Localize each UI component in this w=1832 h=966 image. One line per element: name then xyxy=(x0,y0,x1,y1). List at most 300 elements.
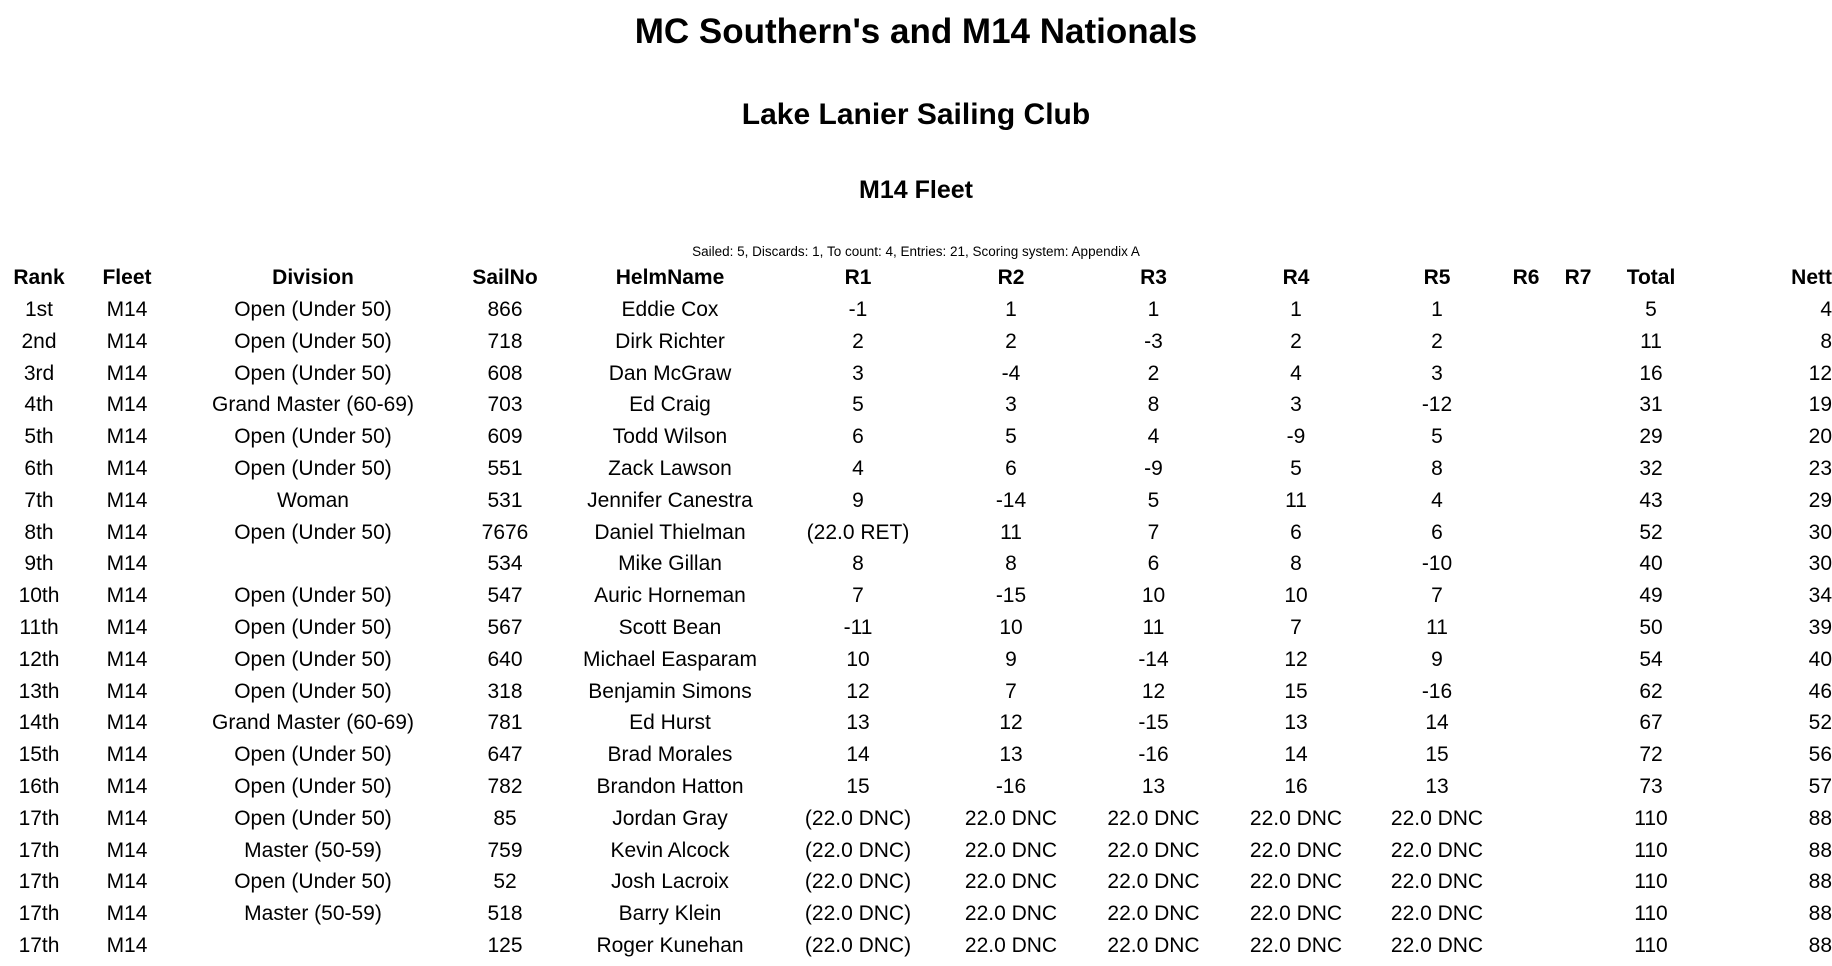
cell-r7 xyxy=(1549,771,1607,803)
event-title: MC Southern's and M14 Nationals xyxy=(634,12,1198,51)
cell-nett: 88 xyxy=(1808,870,1832,894)
cell-r6 xyxy=(1503,485,1549,517)
club-name: Lake Lanier Sailing Club xyxy=(741,98,1091,131)
cell-nett: 23 xyxy=(1808,456,1832,480)
cell-r5: 22.0 DNC xyxy=(1390,838,1484,862)
cell-fleet: M14 xyxy=(106,584,148,608)
cell-fleet: M14 xyxy=(106,520,148,544)
table-row xyxy=(0,835,1832,867)
cell-r5: 22.0 DNC xyxy=(1390,870,1484,894)
cell-division xyxy=(176,930,450,962)
table-row xyxy=(0,485,1832,517)
cell-r7 xyxy=(1549,676,1607,708)
cell-r1: 14 xyxy=(846,743,870,767)
cell-division: Open (Under 50) xyxy=(234,425,392,449)
cell-total: 31 xyxy=(1639,393,1663,417)
table-row xyxy=(0,421,1832,453)
cell-r3: -9 xyxy=(1144,456,1163,480)
cell-nett: 88 xyxy=(1808,806,1832,830)
cell-rank: 13th xyxy=(18,679,60,703)
cell-r7 xyxy=(1549,803,1607,835)
cell-r2: 12 xyxy=(999,711,1023,735)
cell-rank: 17th xyxy=(18,902,60,926)
cell-r6 xyxy=(1503,644,1549,676)
cell-r2: 2 xyxy=(1005,329,1017,353)
cell-r4: 15 xyxy=(1284,679,1308,703)
cell-r4: 5 xyxy=(1290,456,1302,480)
cell-sailno: 125 xyxy=(487,933,523,957)
cell-r2: 3 xyxy=(1005,393,1017,417)
cell-nett: 4 xyxy=(1820,298,1832,321)
cell-helm-name: Daniel Thielman xyxy=(594,520,746,544)
column-header-r5: R5 xyxy=(1423,266,1451,289)
cell-helm-name: Dan McGraw xyxy=(608,361,732,385)
cell-r6 xyxy=(1503,326,1549,358)
cell-r4: 10 xyxy=(1284,584,1308,608)
cell-division: Open (Under 50) xyxy=(234,806,392,830)
cell-r3: 10 xyxy=(1141,584,1166,608)
cell-division: Open (Under 50) xyxy=(234,298,392,321)
cell-r6 xyxy=(1503,548,1549,580)
cell-r3: 5 xyxy=(1147,488,1160,512)
cell-r1: 10 xyxy=(846,647,870,671)
cell-rank: 10th xyxy=(18,584,60,608)
column-header-r2: R2 xyxy=(997,266,1025,289)
cell-r7 xyxy=(1549,421,1607,453)
cell-r5: 22.0 DNC xyxy=(1390,902,1484,926)
cell-r5: 2 xyxy=(1431,329,1443,353)
cell-helm-name: Michael Easparam xyxy=(583,647,757,671)
cell-r4: 7 xyxy=(1290,615,1302,639)
cell-rank: 5th xyxy=(24,425,54,449)
cell-r5: -10 xyxy=(1421,552,1453,576)
cell-r5: 1 xyxy=(1431,298,1443,321)
cell-sailno: 640 xyxy=(487,647,523,671)
cell-r1: 15 xyxy=(846,774,870,798)
cell-nett: 12 xyxy=(1808,361,1832,385)
cell-sailno: 52 xyxy=(493,870,517,894)
cell-total: 110 xyxy=(1634,870,1668,894)
table-row xyxy=(0,294,1832,326)
cell-r3: 22.0 DNC xyxy=(1107,838,1200,862)
cell-total: 67 xyxy=(1639,711,1663,735)
cell-r6 xyxy=(1503,294,1549,326)
cell-r3: -3 xyxy=(1144,329,1163,353)
cell-r5: 15 xyxy=(1425,743,1449,767)
cell-r3: 22.0 DNC xyxy=(1107,870,1200,894)
cell-fleet: M14 xyxy=(106,329,148,353)
cell-sailno: 547 xyxy=(487,584,523,608)
cell-r1: (22.0 DNC) xyxy=(804,933,912,957)
cell-fleet: M14 xyxy=(106,902,148,926)
cell-helm-name: Brandon Hatton xyxy=(596,774,744,798)
cell-r1: -11 xyxy=(843,615,873,639)
cell-fleet: M14 xyxy=(106,456,148,480)
cell-sailno: 551 xyxy=(487,456,523,480)
cell-rank: 15th xyxy=(18,743,60,767)
cell-total: 5 xyxy=(1645,298,1657,321)
cell-r4: 3 xyxy=(1290,393,1302,417)
cell-r7 xyxy=(1549,453,1607,485)
cell-r7 xyxy=(1549,707,1607,739)
cell-r4: 22.0 DNC xyxy=(1249,902,1343,926)
cell-r2: 22.0 DNC xyxy=(964,806,1058,830)
cell-nett: 30 xyxy=(1808,520,1832,544)
cell-total: 110 xyxy=(1634,933,1668,957)
cell-rank: 11th xyxy=(19,615,59,639)
results-table xyxy=(0,262,1832,962)
table-row xyxy=(0,517,1832,549)
cell-sailno: 567 xyxy=(487,615,523,639)
table-row xyxy=(0,803,1832,835)
cell-r3: 2 xyxy=(1147,361,1160,385)
cell-r1: 13 xyxy=(846,711,870,735)
cell-r6 xyxy=(1503,580,1549,612)
cell-r7 xyxy=(1549,517,1607,549)
cell-sailno: 7676 xyxy=(481,520,529,544)
cell-r5: 22.0 DNC xyxy=(1390,933,1484,957)
cell-helm-name: Ed Hurst xyxy=(629,711,711,735)
cell-total: 52 xyxy=(1639,520,1663,544)
cell-rank: 17th xyxy=(18,838,60,862)
cell-r7 xyxy=(1549,326,1607,358)
cell-r4: 22.0 DNC xyxy=(1249,933,1343,957)
cell-nett: 56 xyxy=(1808,743,1832,767)
cell-r4: 4 xyxy=(1290,361,1302,385)
cell-nett: 88 xyxy=(1808,933,1832,957)
cell-r5: 4 xyxy=(1431,488,1443,512)
cell-r4: 14 xyxy=(1284,743,1308,767)
cell-division xyxy=(176,548,450,580)
cell-fleet: M14 xyxy=(106,488,148,512)
cell-r7 xyxy=(1549,612,1607,644)
cell-total: 16 xyxy=(1639,361,1663,385)
cell-r6 xyxy=(1503,453,1549,485)
cell-r1: 8 xyxy=(852,552,864,576)
cell-r4: 22.0 DNC xyxy=(1249,806,1343,830)
cell-fleet: M14 xyxy=(106,615,148,639)
table-row xyxy=(0,389,1832,421)
cell-r7 xyxy=(1549,485,1607,517)
results-body xyxy=(0,294,1832,962)
cell-r5: -12 xyxy=(1421,393,1453,417)
cell-division: Open (Under 50) xyxy=(234,774,392,798)
cell-r2: 1 xyxy=(1005,298,1017,321)
cell-r4: 16 xyxy=(1284,774,1308,798)
cell-r1: 6 xyxy=(852,425,864,449)
cell-r1: (22.0 DNC) xyxy=(804,902,912,926)
cell-nett: 20 xyxy=(1808,425,1832,449)
cell-r3: 22.0 DNC xyxy=(1107,933,1200,957)
cell-sailno: 781 xyxy=(487,711,523,735)
cell-rank: 3rd xyxy=(23,361,55,385)
cell-rank: 17th xyxy=(18,870,60,894)
cell-rank: 8th xyxy=(24,520,54,544)
column-header-helm-name: HelmName xyxy=(615,266,725,289)
cell-r2: 22.0 DNC xyxy=(964,933,1058,957)
cell-r1: 12 xyxy=(846,679,870,703)
header-row xyxy=(0,262,1832,294)
cell-r6 xyxy=(1503,835,1549,867)
cell-division: Open (Under 50) xyxy=(234,615,392,639)
cell-total: 54 xyxy=(1639,647,1663,671)
column-header-total: Total xyxy=(1626,266,1676,289)
cell-r6 xyxy=(1503,803,1549,835)
cell-r2: -16 xyxy=(995,774,1027,798)
cell-sailno: 85 xyxy=(493,806,517,830)
cell-r2: 22.0 DNC xyxy=(964,870,1058,894)
cell-r7 xyxy=(1549,580,1607,612)
cell-r2: 13 xyxy=(999,743,1023,767)
column-header-rank: Rank xyxy=(13,266,65,289)
fleet-title: M14 Fleet xyxy=(859,176,973,204)
cell-fleet: M14 xyxy=(106,774,148,798)
cell-sailno: 782 xyxy=(487,774,523,798)
cell-helm-name: Eddie Cox xyxy=(621,298,719,321)
table-row xyxy=(0,739,1832,771)
cell-fleet: M14 xyxy=(106,838,148,862)
cell-r6 xyxy=(1503,866,1549,898)
cell-nett: 34 xyxy=(1808,584,1832,608)
column-header-r3: R3 xyxy=(1140,266,1167,289)
cell-r7 xyxy=(1549,930,1607,962)
cell-r4: 8 xyxy=(1290,552,1302,576)
cell-helm-name: Todd Wilson xyxy=(612,425,728,449)
cell-r4: 22.0 DNC xyxy=(1249,870,1343,894)
cell-fleet: M14 xyxy=(106,647,148,671)
cell-sailno: 703 xyxy=(487,393,523,417)
cell-r7 xyxy=(1549,898,1607,930)
cell-total: 73 xyxy=(1639,774,1663,798)
cell-r2: 22.0 DNC xyxy=(964,902,1058,926)
cell-rank: 9th xyxy=(24,552,54,576)
cell-division: Open (Under 50) xyxy=(234,584,392,608)
cell-r1: 2 xyxy=(852,329,864,353)
cell-r4: 1 xyxy=(1290,298,1302,321)
cell-r7 xyxy=(1549,644,1607,676)
cell-r3: 4 xyxy=(1147,425,1160,449)
cell-r6 xyxy=(1503,771,1549,803)
cell-r2: 5 xyxy=(1005,425,1017,449)
cell-sailno: 609 xyxy=(487,425,523,449)
cell-fleet: M14 xyxy=(106,711,148,735)
cell-r1: 3 xyxy=(852,361,864,385)
cell-total: 43 xyxy=(1639,488,1663,512)
cell-total: 11 xyxy=(1640,329,1662,353)
cell-r2: -4 xyxy=(1001,361,1021,385)
cell-total: 50 xyxy=(1639,615,1663,639)
cell-r6 xyxy=(1503,517,1549,549)
cell-r2: 9 xyxy=(1005,647,1017,671)
cell-r1: (22.0 DNC) xyxy=(804,806,912,830)
cell-sailno: 518 xyxy=(487,902,523,926)
cell-r2: 7 xyxy=(1005,679,1017,703)
cell-r5: 3 xyxy=(1431,361,1443,385)
cell-r7 xyxy=(1549,548,1607,580)
cell-r6 xyxy=(1503,739,1549,771)
cell-r4: 13 xyxy=(1284,711,1308,735)
table-row xyxy=(0,930,1832,962)
table-row xyxy=(0,358,1832,390)
cell-total: 110 xyxy=(1634,902,1668,926)
cell-fleet: M14 xyxy=(106,743,148,767)
cell-rank: 17th xyxy=(18,933,60,957)
cell-division: Open (Under 50) xyxy=(234,647,392,671)
cell-r3: 12 xyxy=(1141,679,1166,703)
cell-fleet: M14 xyxy=(106,298,148,321)
column-header-r4: R4 xyxy=(1282,266,1310,289)
cell-rank: 12th xyxy=(18,647,60,671)
cell-r3: 11 xyxy=(1142,615,1165,639)
cell-rank: 6th xyxy=(24,456,54,480)
column-header-r1: R1 xyxy=(844,266,872,289)
cell-division: Master (50-59) xyxy=(244,902,382,926)
cell-helm-name: Jordan Gray xyxy=(612,806,728,830)
cell-division: Grand Master (60-69) xyxy=(212,711,414,735)
cell-sailno: 866 xyxy=(487,298,523,321)
cell-division: Open (Under 50) xyxy=(234,456,392,480)
cell-r7 xyxy=(1549,739,1607,771)
cell-nett: 30 xyxy=(1808,552,1832,576)
cell-sailno: 531 xyxy=(487,488,523,512)
cell-sailno: 318 xyxy=(487,679,523,703)
cell-helm-name: Benjamin Simons xyxy=(588,679,752,703)
table-row xyxy=(0,453,1832,485)
cell-helm-name: Ed Craig xyxy=(629,393,711,417)
cell-r4: 22.0 DNC xyxy=(1249,838,1343,862)
cell-sailno: 718 xyxy=(487,329,523,353)
cell-r7 xyxy=(1549,835,1607,867)
cell-division: Grand Master (60-69) xyxy=(212,393,414,417)
cell-fleet: M14 xyxy=(106,425,148,449)
cell-fleet: M14 xyxy=(106,870,148,894)
cell-fleet: M14 xyxy=(106,806,148,830)
cell-helm-name: Auric Horneman xyxy=(594,584,746,608)
cell-helm-name: Scott Bean xyxy=(618,615,722,639)
cell-rank: 14th xyxy=(18,711,60,735)
cell-r7 xyxy=(1549,389,1607,421)
cell-r3: 1 xyxy=(1147,298,1160,321)
cell-r5: 6 xyxy=(1431,520,1443,544)
column-header-r7: R7 xyxy=(1564,266,1592,289)
cell-total: 29 xyxy=(1639,425,1663,449)
cell-r5: -16 xyxy=(1421,679,1453,703)
cell-r3: 13 xyxy=(1141,774,1166,798)
cell-helm-name: Barry Klein xyxy=(618,902,722,926)
cell-r7 xyxy=(1549,358,1607,390)
cell-fleet: M14 xyxy=(106,552,148,576)
cell-r6 xyxy=(1503,421,1549,453)
cell-sailno: 608 xyxy=(487,361,523,385)
cell-fleet: M14 xyxy=(106,679,148,703)
cell-nett: 88 xyxy=(1808,838,1832,862)
cell-sailno: 647 xyxy=(487,743,523,767)
cell-nett: 46 xyxy=(1808,679,1832,703)
cell-nett: 52 xyxy=(1808,711,1832,735)
cell-r3: 6 xyxy=(1147,552,1160,576)
table-row xyxy=(0,676,1832,708)
cell-r1: (22.0 DNC) xyxy=(804,838,912,862)
cell-r4: 12 xyxy=(1284,647,1308,671)
cell-division: Open (Under 50) xyxy=(234,870,392,894)
cell-nett: 39 xyxy=(1808,615,1832,639)
cell-division: Woman xyxy=(277,488,349,512)
race-summary: Sailed: 5, Discards: 1, To count: 4, Entries: 21, Scoring system: Appendix A xyxy=(692,244,1140,259)
cell-helm-name: Mike Gillan xyxy=(618,552,722,576)
table-row xyxy=(0,866,1832,898)
cell-r4: 2 xyxy=(1290,329,1302,353)
cell-r5: 5 xyxy=(1431,425,1443,449)
cell-r6 xyxy=(1503,930,1549,962)
cell-r5: 9 xyxy=(1431,647,1443,671)
cell-r3: 7 xyxy=(1147,520,1160,544)
cell-r5: 22.0 DNC xyxy=(1390,806,1484,830)
cell-helm-name: Dirk Richter xyxy=(615,329,725,353)
cell-total: 32 xyxy=(1639,456,1663,480)
table-row xyxy=(0,548,1832,580)
cell-r5: 7 xyxy=(1431,584,1443,608)
cell-r6 xyxy=(1503,389,1549,421)
cell-total: 40 xyxy=(1639,552,1663,576)
column-header-r6: R6 xyxy=(1512,266,1540,289)
cell-r3: 22.0 DNC xyxy=(1107,806,1200,830)
cell-r2: -14 xyxy=(995,488,1027,512)
cell-nett: 8 xyxy=(1820,329,1832,353)
cell-r7 xyxy=(1549,866,1607,898)
cell-sailno: 534 xyxy=(487,552,523,576)
cell-r4: 11 xyxy=(1285,488,1307,512)
cell-helm-name: Zack Lawson xyxy=(608,456,732,480)
cell-r6 xyxy=(1503,358,1549,390)
cell-rank: 17th xyxy=(18,806,60,830)
cell-r2: 8 xyxy=(1005,552,1017,576)
cell-r3: 8 xyxy=(1147,393,1160,417)
cell-r6 xyxy=(1503,612,1549,644)
cell-sailno: 759 xyxy=(487,838,523,862)
cell-rank: 4th xyxy=(24,393,54,417)
cell-r2: 22.0 DNC xyxy=(964,838,1058,862)
cell-r3: -15 xyxy=(1138,711,1169,735)
cell-helm-name: Roger Kunehan xyxy=(596,933,744,957)
cell-r2: 10 xyxy=(999,615,1023,639)
cell-total: 62 xyxy=(1639,679,1663,703)
cell-r4: 6 xyxy=(1290,520,1302,544)
cell-r2: 11 xyxy=(1000,520,1022,544)
cell-fleet: M14 xyxy=(106,393,148,417)
cell-total: 110 xyxy=(1634,806,1668,830)
cell-r2: -15 xyxy=(995,584,1027,608)
cell-helm-name: Brad Morales xyxy=(607,743,733,767)
cell-division: Open (Under 50) xyxy=(234,679,392,703)
cell-total: 110 xyxy=(1634,838,1668,862)
table-row xyxy=(0,898,1832,930)
cell-total: 72 xyxy=(1639,743,1663,767)
cell-r1: 5 xyxy=(852,393,864,417)
cell-division: Open (Under 50) xyxy=(234,743,392,767)
cell-r1: 4 xyxy=(852,456,864,480)
cell-r1: -1 xyxy=(848,298,868,321)
cell-r5: 14 xyxy=(1425,711,1449,735)
cell-r5: 13 xyxy=(1425,774,1449,798)
cell-rank: 2nd xyxy=(21,329,57,353)
cell-fleet: M14 xyxy=(106,361,148,385)
cell-r3: -14 xyxy=(1138,647,1169,671)
cell-rank: 7th xyxy=(24,488,54,512)
cell-r5: 11 xyxy=(1426,615,1448,639)
cell-division: Open (Under 50) xyxy=(234,329,392,353)
results-header xyxy=(0,262,1832,294)
column-header-sailno: SailNo xyxy=(472,266,538,289)
